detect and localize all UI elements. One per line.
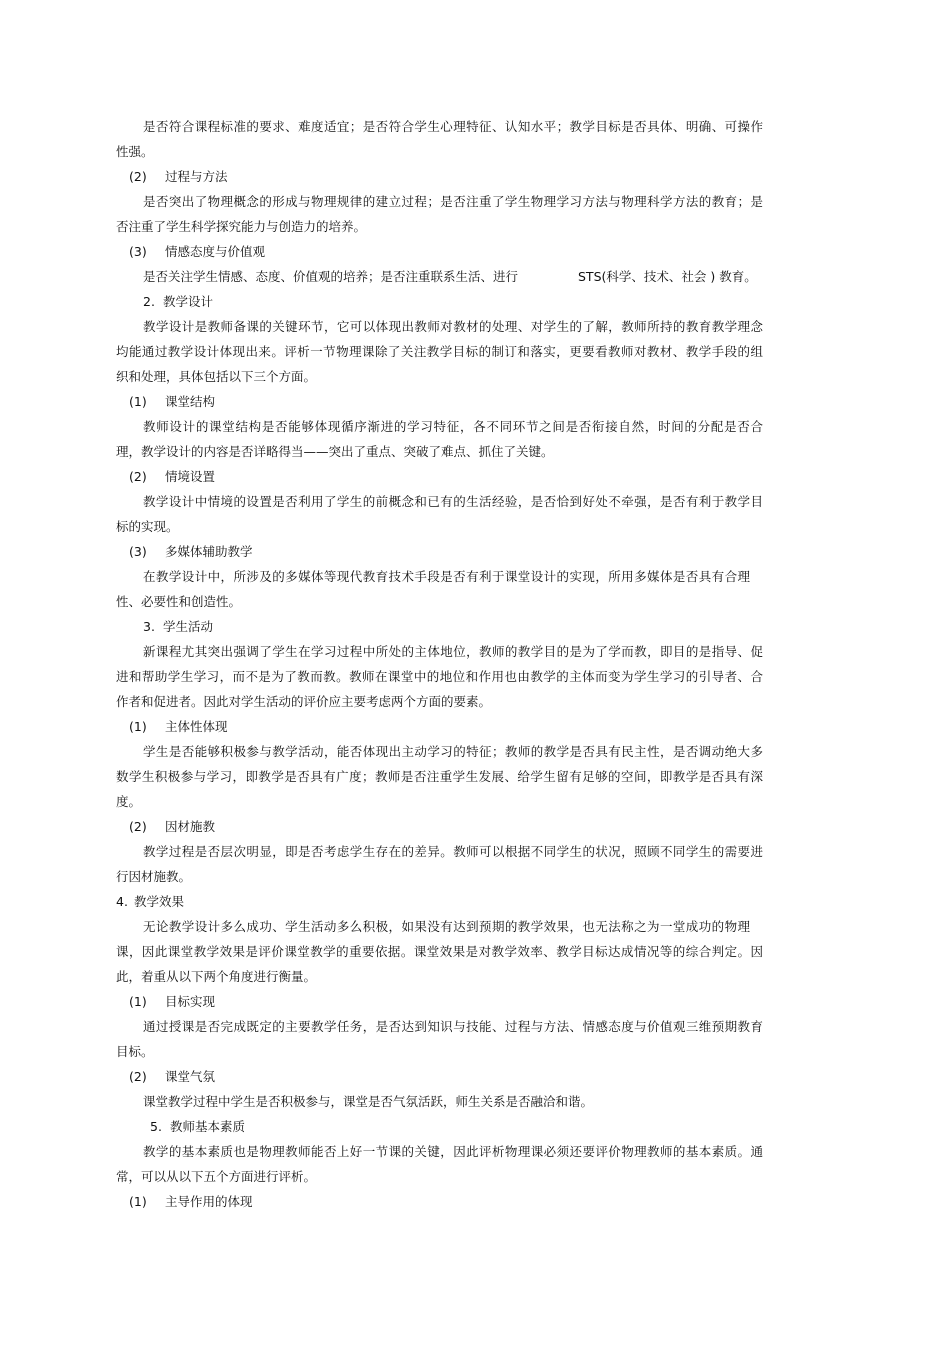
section-heading: 教学设计 <box>163 294 214 309</box>
paragraph-line: 性强。 <box>116 144 154 159</box>
section-heading: 学生活动 <box>163 619 214 634</box>
paragraph-line: 课，因此课堂教学效果是评价课堂教学的重要依据。课堂效果是对教学效率、教学目标达成情况等的综合判定。因 <box>116 944 763 959</box>
paragraph-line: 教学的基本素质也是物理教师能否上好一节课的关键，因此评析物理课必须还要评价物理教师的基本素质。通 <box>143 1144 763 1159</box>
paragraph-line: 此，着重从以下两个角度进行衡量。 <box>116 969 317 984</box>
paragraph-line: 教学设计是教师备课的关键环节，它可以体现出教师对教材的处理、对学生的了解，教师所持的教育教学理念 <box>143 319 763 334</box>
item-number: (3) <box>129 244 147 259</box>
item-number: (2) <box>129 469 147 484</box>
section-heading: 课堂结构 <box>165 394 216 409</box>
paragraph-line: 进和帮助学生学习，而不是为了教而教。教师在课堂中的地位和作用也由教学的主体而变为学生学习的引导者、合 <box>116 669 763 684</box>
section-heading: 目标实现 <box>165 994 216 1009</box>
section-heading: 教师基本素质 <box>170 1119 246 1134</box>
item-number: (2) <box>129 169 147 184</box>
paragraph-line: 在教学设计中，所涉及的多媒体等现代教育技术手段是否有利于课堂设计的实现，所用多媒体是否具有合理 <box>143 569 750 584</box>
paragraph-line: 行因材施教。 <box>116 869 192 884</box>
section-heading: 情境设置 <box>165 469 216 484</box>
paragraph-line: 常，可以从以下五个方面进行评析。 <box>116 1169 317 1184</box>
section-heading: 教学效果 <box>134 894 185 909</box>
item-number: (2) <box>129 819 147 834</box>
section-heading: 多媒体辅助教学 <box>165 544 253 559</box>
paragraph-line: 学生是否能够积极参与教学活动，能否体现出主动学习的特征；教师的教学是否具有民主性，是否调动绝大多 <box>143 744 763 759</box>
section-heading: 主导作用的体现 <box>165 1194 253 1209</box>
paragraph-line: 标的实现。 <box>116 519 179 534</box>
section-number: 5. <box>150 1119 162 1134</box>
paragraph-line: 是否突出了物理概念的形成与物理规律的建立过程；是否注重了学生物理学习方法与物理科学方法的教育；是 <box>143 194 763 209</box>
paragraph-line: 度。 <box>116 794 142 809</box>
section-number: 3. <box>143 619 155 634</box>
item-number: (3) <box>129 544 147 559</box>
paragraph-line: 数学生积极参与学习，即教学是否具有广度；教师是否注重学生发展、给学生留有足够的空间，即教学是否具有深 <box>116 769 763 784</box>
paragraph-line: 织和处理，具体包括以下三个方面。 <box>116 369 317 384</box>
paragraph-line: 否注重了学生科学探究能力与创造力的培养。 <box>116 219 367 234</box>
paragraph-line: 是否符合课程标准的要求、难度适宜；是否符合学生心理特征、认知水平；教学目标是否具体、明确、可操作 <box>143 119 763 134</box>
paragraph-line: 均能通过教学设计体现出来。评析一节物理课除了关注教学目标的制订和落实，更要看教师对教材、教学手段的组 <box>116 344 763 359</box>
paragraph-line: 课堂教学过程中学生是否积极参与，课堂是否气氛活跃，师生关系是否融洽和谐。 <box>143 1094 594 1109</box>
section-heading: 主体性体现 <box>165 719 228 734</box>
section-heading: 情感态度与价值观 <box>165 244 266 259</box>
paragraph-line: 教学过程是否层次明显，即是否考虑学生存在的差异。教师可以根据不同学生的状况，照顾不同学生的需要进 <box>143 844 763 859</box>
section-heading: 过程与方法 <box>165 169 228 184</box>
item-number: (1) <box>129 394 147 409</box>
paragraph-line: 目标。 <box>116 1044 154 1059</box>
section-number: 2. <box>143 294 155 309</box>
paragraph-line: 理，教学设计的内容是否详略得当——突出了重点、突破了难点、抓住了关键。 <box>116 444 554 459</box>
section-heading: 课堂气氛 <box>165 1069 216 1084</box>
section-number: 4. <box>116 894 128 909</box>
item-number: (2) <box>129 1069 147 1084</box>
paragraph-line: 作者和促进者。因此对学生活动的评价应主要考虑两个方面的要素。 <box>116 694 492 709</box>
paragraph-line: STS(科学、技术、社会 ) 教育。 <box>578 269 757 284</box>
item-number: (1) <box>129 719 147 734</box>
paragraph-line: 通过授课是否完成既定的主要教学任务，是否达到知识与技能、过程与方法、情感态度与价值观三维预期教育 <box>143 1019 763 1034</box>
item-number: (1) <box>129 1194 147 1209</box>
paragraph-line: 性、必要性和创造性。 <box>116 594 242 609</box>
paragraph-line: 无论教学设计多么成功、学生活动多么积极，如果没有达到预期的教学效果，也无法称之为一堂成功的物理 <box>143 919 750 934</box>
paragraph-line: 新课程尤其突出强调了学生在学习过程中所处的主体地位，教师的教学目的是为了学而教，即目的是指导、促 <box>143 644 763 659</box>
item-number: (1) <box>129 994 147 1009</box>
paragraph-line: 教师设计的课堂结构是否能够体现循序渐进的学习特征，各不同环节之间是否衔接自然，时间的分配是否合 <box>143 419 763 434</box>
paragraph-line: 教学设计中情境的设置是否利用了学生的前概念和已有的生活经验，是否恰到好处不牵强，是否有利于教学目 <box>143 494 763 509</box>
section-heading: 因材施教 <box>165 819 216 834</box>
paragraph-line: 是否关注学生情感、态度、价值观的培养；是否注重联系生活、进行 <box>143 269 519 284</box>
